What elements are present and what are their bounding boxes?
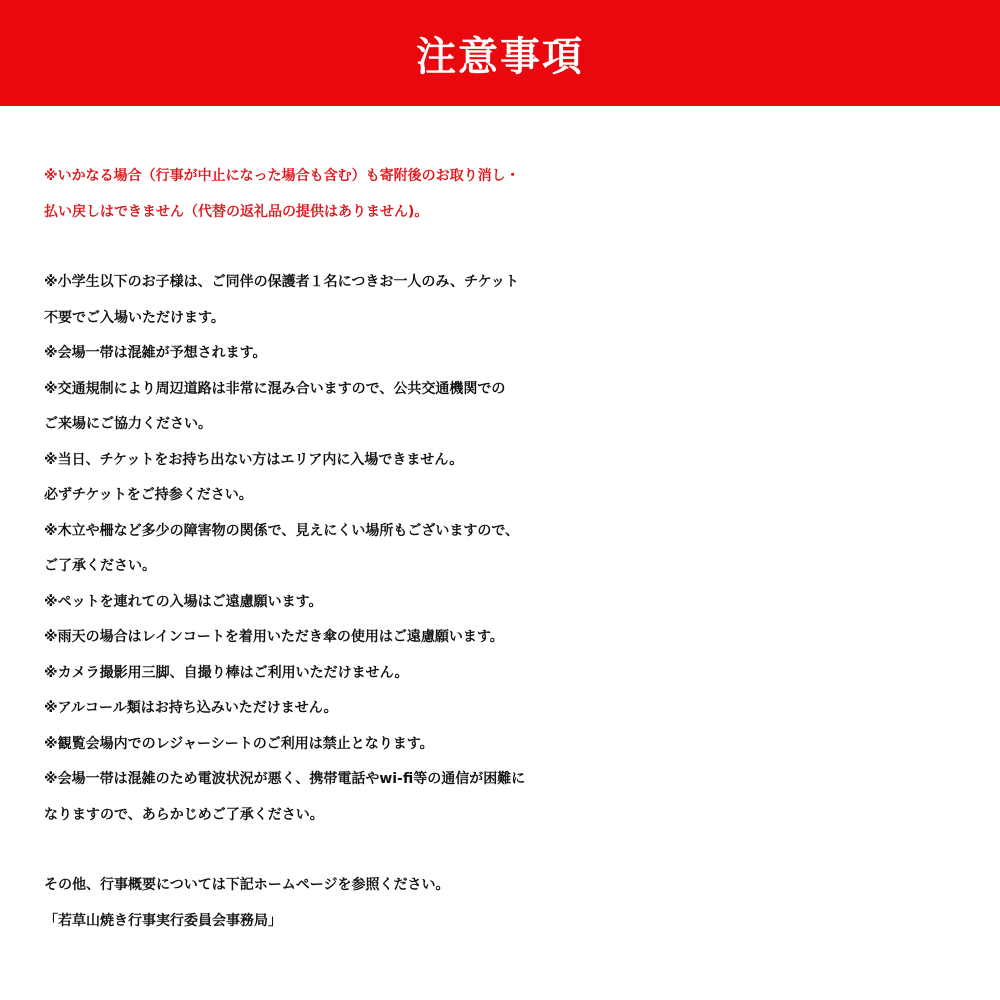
warning-line: ※いかなる場合（行事が中止になった場合も含む）も寄附後のお取り消し・ [44, 168, 520, 184]
note-line: ※雨天の場合はレインコートを着用いただき傘の使用はご遠慮願います。 [44, 629, 504, 645]
note-line: 必ずチケットをご持参ください。 [44, 487, 253, 503]
spacer [44, 230, 964, 265]
note-line: 不要でご入場いただけます。 [44, 309, 225, 326]
note-line: ※会場一帯は混雑が予想されます。 [44, 345, 267, 361]
page-title: 注意事項 [416, 33, 584, 80]
note-line: ※観覧会場内でのレジャーシートのご利用は禁止となります。 [44, 735, 434, 752]
notice-content [44, 159, 964, 939]
warning-section [44, 159, 964, 230]
note-line: ※会場一帯は混雑のため電波状況が悪く、携帯電話やwi-fi等の通信が困難に [44, 771, 526, 787]
note-line: ご来場にご協力ください。 [44, 416, 212, 432]
note-line: なりますので、あらかじめご了承ください。 [44, 806, 324, 823]
footer-section [44, 868, 964, 939]
note-line: ※カメラ撮影用三脚、自撮り棒はご利用いただけません。 [44, 664, 409, 681]
footer-line: その他、行事概要については下記ホームページを参照ください。 [44, 877, 450, 893]
header-banner [0, 0, 1000, 106]
note-line: ※ペットを連れての入場はご遠慮願います。 [44, 593, 323, 610]
warning-line: 払い戻しはできません（代替の返礼品の提供はありません)。 [44, 203, 429, 220]
footer-office-name: 「若草山焼き行事実行委員会事務局」 [44, 912, 282, 929]
note-line: ※アルコール類はお持ち込みいただけません。 [44, 700, 338, 716]
note-line: ※交通規制により周辺道路は非常に混み合いますので、公共交通機関での [44, 380, 506, 397]
note-line: ※小学生以下のお子様は、ご同伴の保護者１名につきお一人のみ、チケット [44, 274, 519, 290]
notes-section [44, 265, 964, 833]
note-line: ※当日、チケットをお持ち出ない方はエリア内に入場できません。 [44, 451, 464, 468]
spacer [44, 833, 964, 868]
note-line: ※木立や柵など多少の障害物の関係で、見えにくい場所もございますので、 [44, 522, 520, 539]
note-line: ご了承ください。 [44, 558, 156, 574]
